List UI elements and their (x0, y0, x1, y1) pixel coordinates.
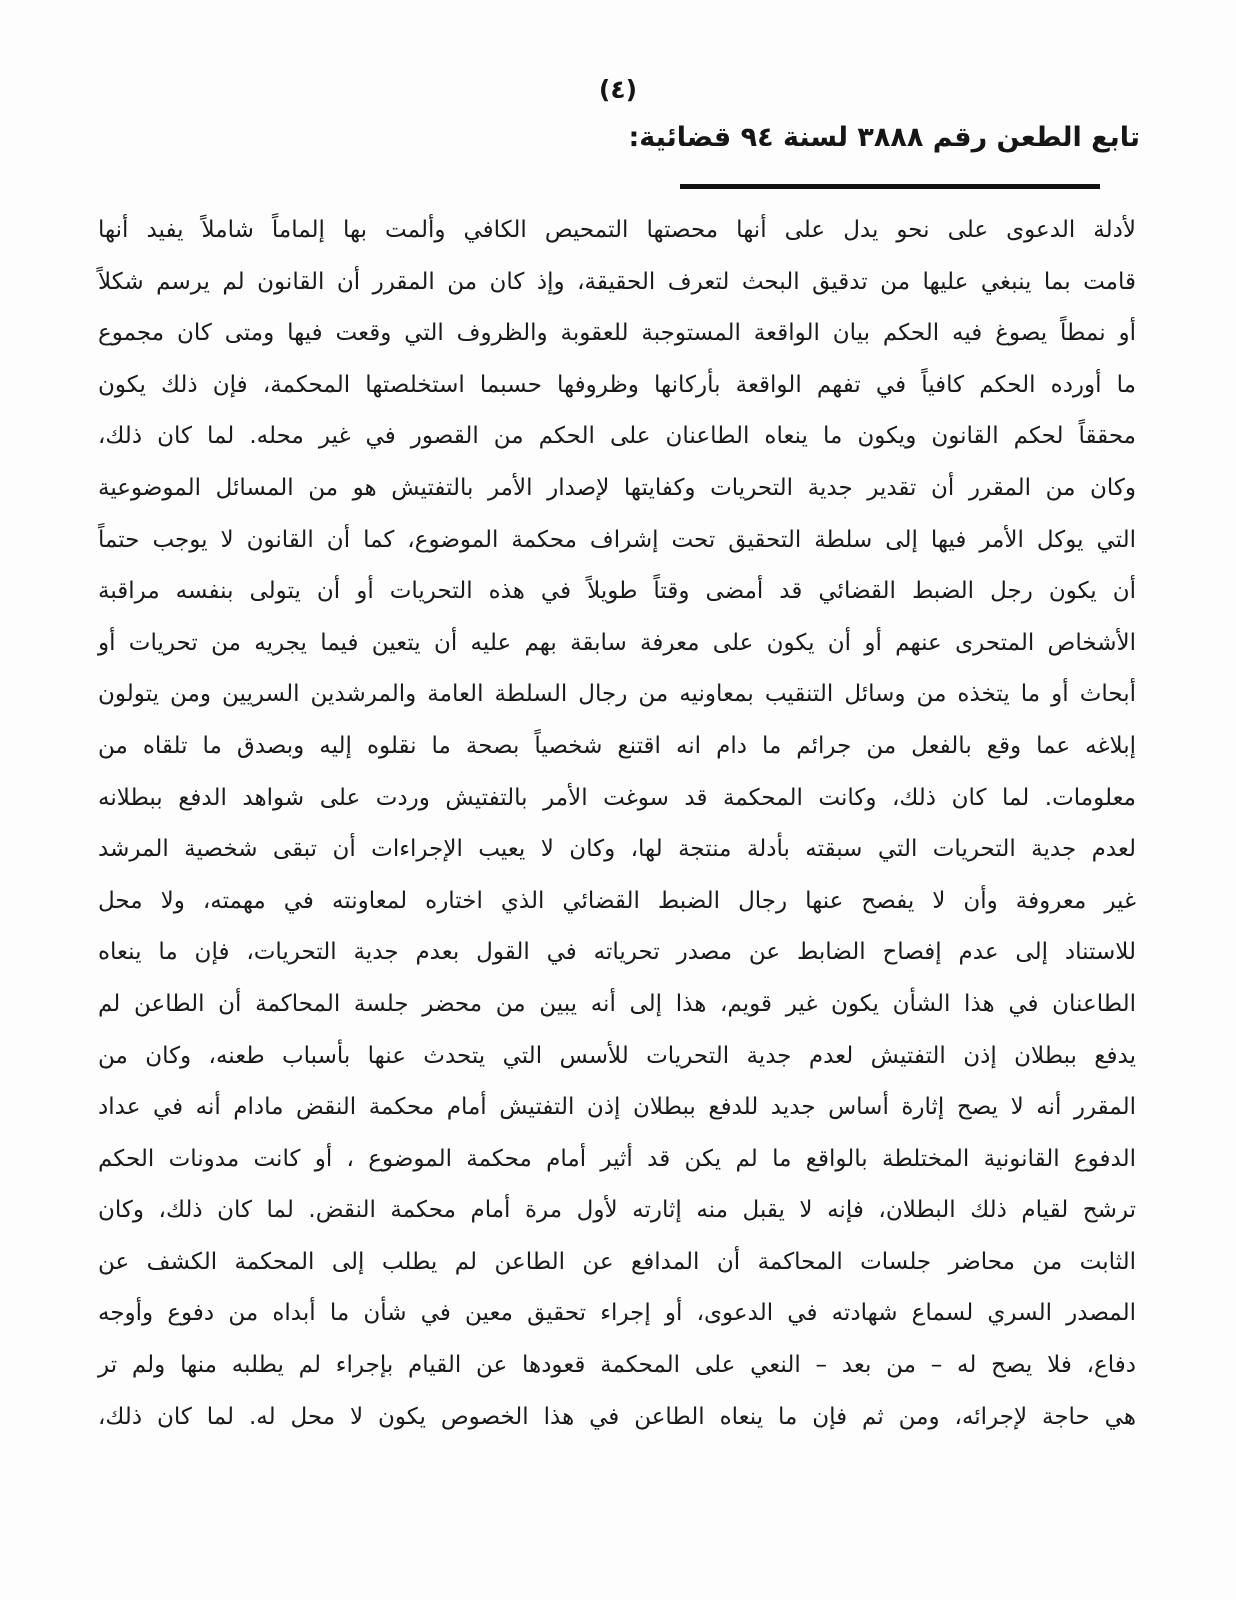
body-text-block (0, 205, 1236, 1443)
text-line: أن يكون رجل الضبط القضائي قد أمضى وقتاً طويلاً في هذه التحريات أو أن يتولى بنفسه مراقبة (98, 578, 1136, 605)
text-line: المصدر السري لسماع شهادته في الدعوى، أو إجراء تحقيق معين في شأن ما أبداه من دفوع وأوجه (98, 1300, 1136, 1327)
text-line: التي يوكل الأمر فيها إلى سلطة التحقيق تحت إشراف محكمة الموضوع، كما أن القانون لا يوجب حتماً (98, 526, 1136, 553)
page-number: (٤) (598, 75, 638, 104)
text-line: يدفع ببطلان إذن التفتيش لعدم جدية التحريات للأسس التي يتحدث عنها بأسباب طعنه، وكان من (98, 1042, 1136, 1069)
text-line: أبحاث أو ما يتخذه من وسائل التنقيب بمعاونيه من رجال السلطة العامة والمرشدين السريين ومن يتولون (98, 681, 1136, 708)
text-line: المقرر أنه لا يصح إثارة أساس جديد للدفع ببطلان إذن التفتيش أمام محكمة النقض مادام أنه في عداد (98, 1094, 1136, 1121)
text-line: وكان من المقرر أن تقدير جدية التحريات وكفايتها لإصدار الأمر بالتفتيش هو من المسائل الموضوعية (98, 474, 1136, 501)
text-line: إبلاغه عما وقع بالفعل من جرائم ما دام انه اقتنع شخصياً بصحة ما نقلوه إليه وبصدق ما تلقاه من (98, 732, 1136, 759)
header-underline-rule (680, 184, 1100, 189)
text-line: الأشخاص المتحرى عنهم أو أن يكون على معرفة سابقة بهم عليه أن يتعين فيما يجريه من تحريات أو (98, 629, 1136, 656)
text-line: ما أورده الحكم كافياً في تفهم الواقعة بأركانها وظروفها حسبما استخلصتها المحكمة، فإن ذلك يكون (98, 371, 1136, 398)
text-line: الثابت من محاضر جلسات المحاكمة أن المدافع عن الطاعن لم يطلب إلى المحكمة الكشف عن (98, 1248, 1136, 1275)
text-line: قامت بما ينبغي عليها من تدقيق البحث لتعرف الحقيقة، وإذ كان من المقرر أن القانون لم يرسم شكلاً (98, 268, 1136, 295)
text-line: غير معروفة وأن لا يفصح عنها رجال الضبط القضائي الذي اختاره لمعاونته في مهمته، ولا محل (98, 887, 1136, 914)
text-line: لعدم جدية التحريات التي سبقته بأدلة منتجة لها، وكان لا يعيب الإجراءات أن تبقى شخصية المرشد (98, 836, 1136, 863)
text-line: هي حاجة لإجرائه، ومن ثم فإن ما ينعاه الطاعن في هذا الخصوص يكون لا محل له. لما كان ذلك، (98, 1403, 1136, 1430)
case-header-title: تابع الطعن رقم ٣٨٨٨ لسنة ٩٤ قضائية: (628, 122, 1140, 153)
text-line: الدفوع القانونية المختلطة بالواقع ما لم يكن قد أثير أمام محكمة الموضوع ، أو كانت مدونات الحكم (98, 1145, 1136, 1172)
text-line: ترشح لقيام ذلك البطلان، فإنه لا يقبل منه إثارته لأول مرة أمام محكمة النقض. لما كان ذلك، وكان (98, 1197, 1136, 1224)
text-line: للاستناد إلى عدم إفصاح الضابط عن مصدر تحرياته في القول بعدم جدية التحريات، فإن ما ينعاه (98, 939, 1136, 966)
text-line: معلومات. لما كان ذلك، وكانت المحكمة قد سوغت الأمر بالتفتيش وردت على شواهد الدفع ببطلانه (98, 784, 1136, 811)
text-line: دفاع، فلا يصح له – من بعد – النعي على المحكمة قعودها عن القيام بإجراء لم يطلبه منها ولم تر (98, 1352, 1136, 1379)
text-line: لأدلة الدعوى على نحو يدل على أنها محصتها التمحيص الكافي وألمت بها إلماماً شاملاً يفيد أنها (98, 217, 1136, 243)
text-line: محققاً لحكم القانون ويكون ما ينعاه الطاعنان على الحكم من القصور في غير محله. لما كان ذلك، (98, 423, 1136, 450)
text-line: أو نمطاً يصوغ فيه الحكم بيان الواقعة المستوجبة للعقوبة والظروف التي وقعت فيها ومتى كان مجموع (98, 320, 1136, 347)
text-line: الطاعنان في هذا الشأن يكون غير قويم، هذا إلى أنه يبين من محضر جلسة المحاكمة أن الطاعن لم (98, 990, 1136, 1017)
